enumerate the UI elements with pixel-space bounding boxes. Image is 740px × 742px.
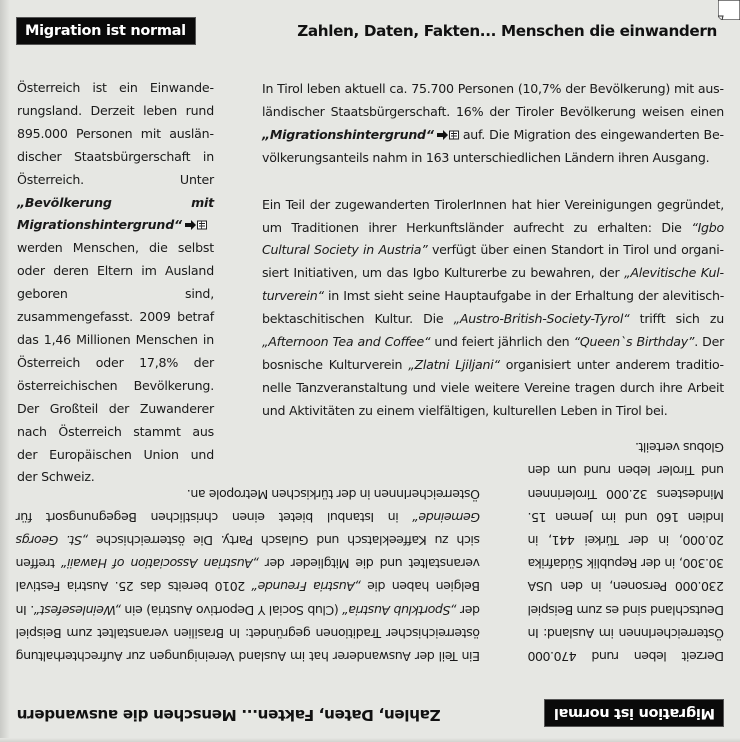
arrow-reference-icon <box>185 220 207 230</box>
section-headline: Zahlen, Daten, Fakten... Menschen die einwandern <box>297 22 717 40</box>
text: (Club Social Y Deportivo Austria) ein <box>121 602 343 618</box>
text: trifft sich zu <box>629 311 724 327</box>
page-corner-curl-icon <box>718 0 740 20</box>
emigrants-statistics-paragraph: Derzeit leben rund 470.000 ÖsterreicherInnen im Ausland: In Deutschland sind es zum Beispiel 230.000 Personen, in den USA 30.300, in der Republik Südafrika 20.000, in der Türkei 441, in Indien 160 und im Jemen 15. Mindestens 32.000 Tirolerinnen und Tiroler leben rund um den Globus verteilt. <box>528 440 724 664</box>
event-name: „Afternoon Tea and Coffee“ <box>262 334 431 350</box>
text: Österreich ist ein Einwanderungsland. Derzeit leben rund 895.000 Personen mit ausländischer Staatsbürgerschaft in Österreich. Unter <box>17 80 214 187</box>
association-name: “Igbo Cultural Society in Austria” <box>262 219 724 258</box>
tirol-statistics-paragraph <box>262 78 724 170</box>
emigrant-associations-paragraph <box>16 482 480 668</box>
text: und feiert jährlich den <box>430 334 574 350</box>
association-name: „Austria Freunde“ <box>251 579 361 595</box>
text: In Tirol leben aktuell ca. 75.700 Personen (10,7% der Bevölkerung) mit ausländischer Staatsbürgerschaft. 16% der Tiroler Bevölkerung weisen einen <box>262 81 724 119</box>
association-name: „Austrian Association of Hawaii“ <box>61 556 259 572</box>
association-name: „Sportklub Austria“ <box>342 602 457 618</box>
arrow-reference-icon <box>437 130 459 140</box>
section-tag: Migration ist normal <box>544 699 724 727</box>
text: organisiert unter anderem traditionelle Tanzveranstaltung und viele weitere Vereine tragen durch ihre Arbeit und Aktivitäten zu einem vielfältigen, kulturellen Leben in Tirol bei. <box>262 356 724 418</box>
association-name: „Zlatni Ljiljani“ <box>408 356 500 372</box>
left-column-text <box>528 436 724 668</box>
term-migrationshintergrund: „Bevölkerung mit Migrationshintergrund“ <box>17 194 214 233</box>
text: 2010 bereits das 25. Austria Festival veranstaltet und die Mitglieder der <box>16 556 480 595</box>
section-headline: Zahlen, Daten, Fakten... Menschen die auswandern <box>17 706 441 724</box>
text: Ein Teil der Auswanderer hat im Ausland Vereinigungen zur Aufrechterhaltung österreichischer Traditionen gegründet: In Brasilien veranstaltet zum Beispiel der <box>16 602 480 664</box>
association-name: „Austro-British-Society-Tyrol“ <box>453 311 630 327</box>
event-name: “Queen`s Birthday” <box>573 334 695 350</box>
association-name: „Alevitische Kulturverein“ <box>262 265 724 304</box>
text: auf. Die Migration des eingewanderten Bevölkerungsanteils nahm in 163 unterschiedlichen Ländern ihren Ausgang. <box>262 126 724 165</box>
text: in Imst sieht seine Hauptaufgabe in der Erhaltung der alevitisch-bektaschitischen Kultur. Die <box>262 288 724 327</box>
right-column-text <box>16 482 480 668</box>
event-name: „Weinlesefest“ <box>34 602 121 618</box>
section-auswandern-upside-down <box>0 371 740 742</box>
text: in Istanbul bietet einen christlichen Begegnungsort für ÖsterreicherInnen in der türkischen Metropole an. <box>16 486 480 525</box>
section-tag: Migration ist normal <box>16 17 196 45</box>
text: Ein Teil der zugewanderten TirolerInnen hat hier Vereinigungen gegründet, um Traditionen ihrer Herkunftsländer aufrecht zu erhalten: Die <box>262 196 724 235</box>
text: . In Belgien haben die <box>15 579 480 618</box>
text: . Der bosnische Kulturverein <box>262 334 724 372</box>
text: verfügt über einen Standort in Tirol und organisiert Initiativen, um das Igbo Kulturerbe zu bewahren, der <box>262 242 724 281</box>
text: treffen sich zu Kaffeeklatsch und Gulasch Party. Die österreichische <box>16 532 480 572</box>
text: werden Menschen, die selbst oder deren Eltern im Ausland geboren sind, zusammengefasst. 2009 betraf das 1,46 Millionen Menschen in Österreich oder 17,8% der österreichischen Bevölkerung. Der Großteil der Zuwanderer nach Österreich stammt aus der Europäischen Union und der Schweiz. <box>17 240 214 485</box>
association-name: „St. Georgs Gemeinde“ <box>16 509 480 548</box>
term-migrationshintergrund: „Migrationshintergrund“ <box>262 126 434 142</box>
